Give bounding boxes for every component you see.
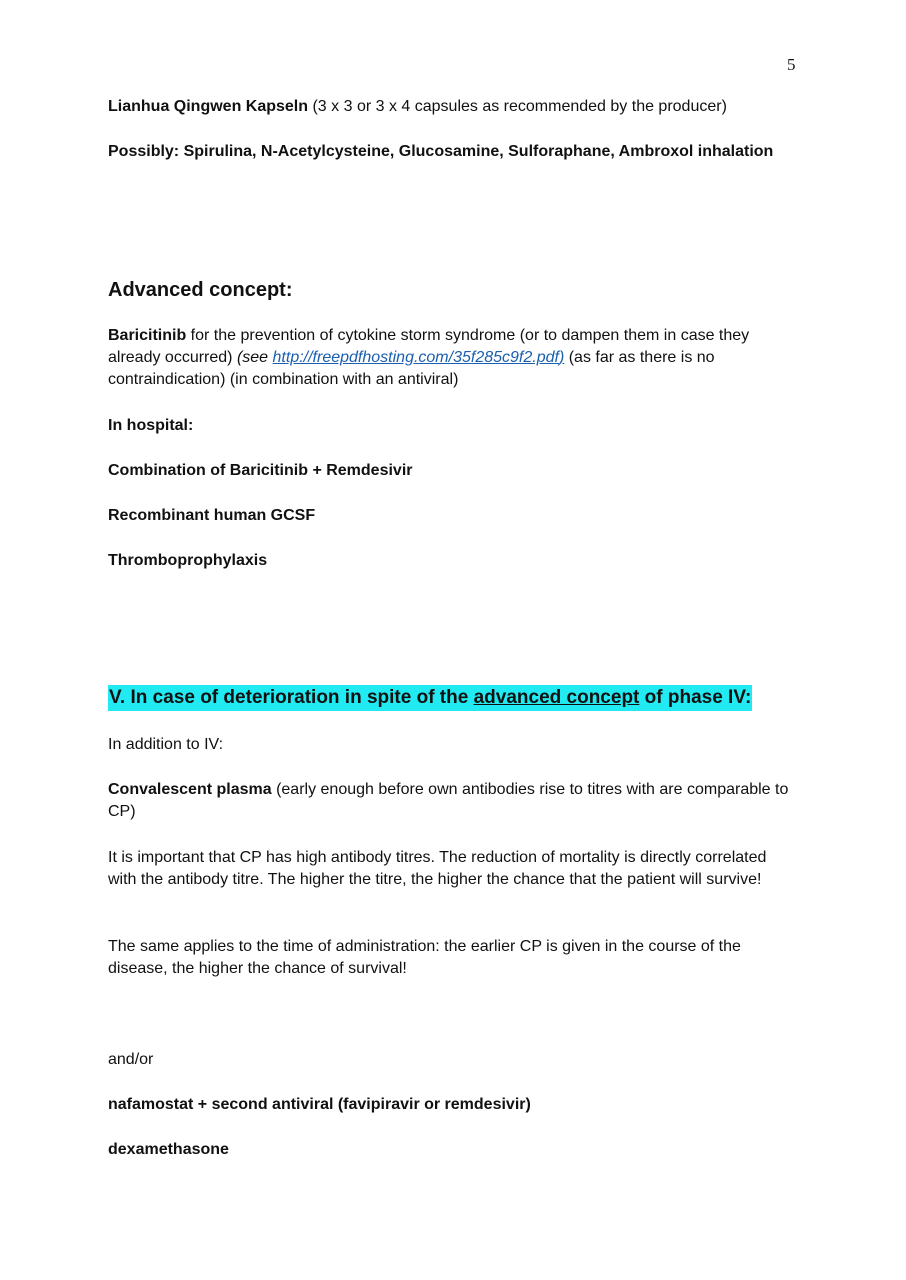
phase-v-heading-pre: V. In case of deterioration in spite of the xyxy=(109,687,474,708)
baricitinib-text-2: (as far as there is no contraindication) (in combination with an antiviral) xyxy=(108,349,715,388)
lianhua-dosage: (3 x 3 or 3 x 4 capsules as recommended by the producer) xyxy=(308,98,727,115)
nafamostat-line: nafamostat + second antiviral (favipiravir or remdesivir) xyxy=(108,1096,531,1113)
advanced-concept-heading: Advanced concept: xyxy=(108,279,293,301)
combination-line: Combination of Baricitinib + Remdesivir xyxy=(108,462,413,479)
dexamethasone-line: dexamethasone xyxy=(108,1141,229,1158)
phase-v-heading-post: of phase IV: xyxy=(639,687,752,708)
in-addition-line: In addition to IV: xyxy=(108,736,224,753)
same-applies-paragraph: The same applies to the time of administration: the earlier CP is given in the course of the disease, the higher the chance of survival! xyxy=(108,938,741,977)
in-hospital-label: In hospital: xyxy=(108,417,194,434)
baricitinib-paragraph xyxy=(108,325,798,391)
gcsf-line: Recombinant human GCSF xyxy=(108,507,316,524)
important-paragraph: It is important that CP has high antibody titres. The reduction of mortality is directly correlated with the antibody titre. The higher the titre, the higher the chance that the patient will survive! xyxy=(108,849,767,888)
cp-term: Convalescent plasma xyxy=(108,781,272,798)
baricitinib-term: Baricitinib xyxy=(108,327,187,344)
baricitinib-text-1: for the prevention of cytokine storm syndrome (or to dampen them in case they already occurred) xyxy=(108,327,750,366)
thromboprophylaxis-line: Thromboprophylaxis xyxy=(108,552,268,569)
page-number: 5 xyxy=(787,55,796,74)
lianhua-name: Lianhua Qingwen Kapseln xyxy=(108,98,309,115)
cp-text: (early enough before own antibodies rise to titres with are comparable to CP) xyxy=(108,781,789,820)
phase-v-heading-wrap xyxy=(108,685,808,711)
phase-v-heading xyxy=(108,685,752,711)
possibly-line: Possibly: Spirulina, N-Acetylcysteine, Glucosamine, Sulforaphane, Ambroxol inhalation xyxy=(108,143,774,160)
pdf-link[interactable]: http://freepdfhosting.com/35f285c9f2.pdf xyxy=(272,349,559,366)
convalescent-plasma-paragraph xyxy=(108,779,803,823)
and-or-line: and/or xyxy=(108,1051,154,1068)
see-close: ) xyxy=(558,349,565,366)
phase-v-heading-underlined: advanced concept xyxy=(473,687,640,708)
see-label: (see xyxy=(236,349,273,366)
lianhua-line xyxy=(108,96,808,118)
